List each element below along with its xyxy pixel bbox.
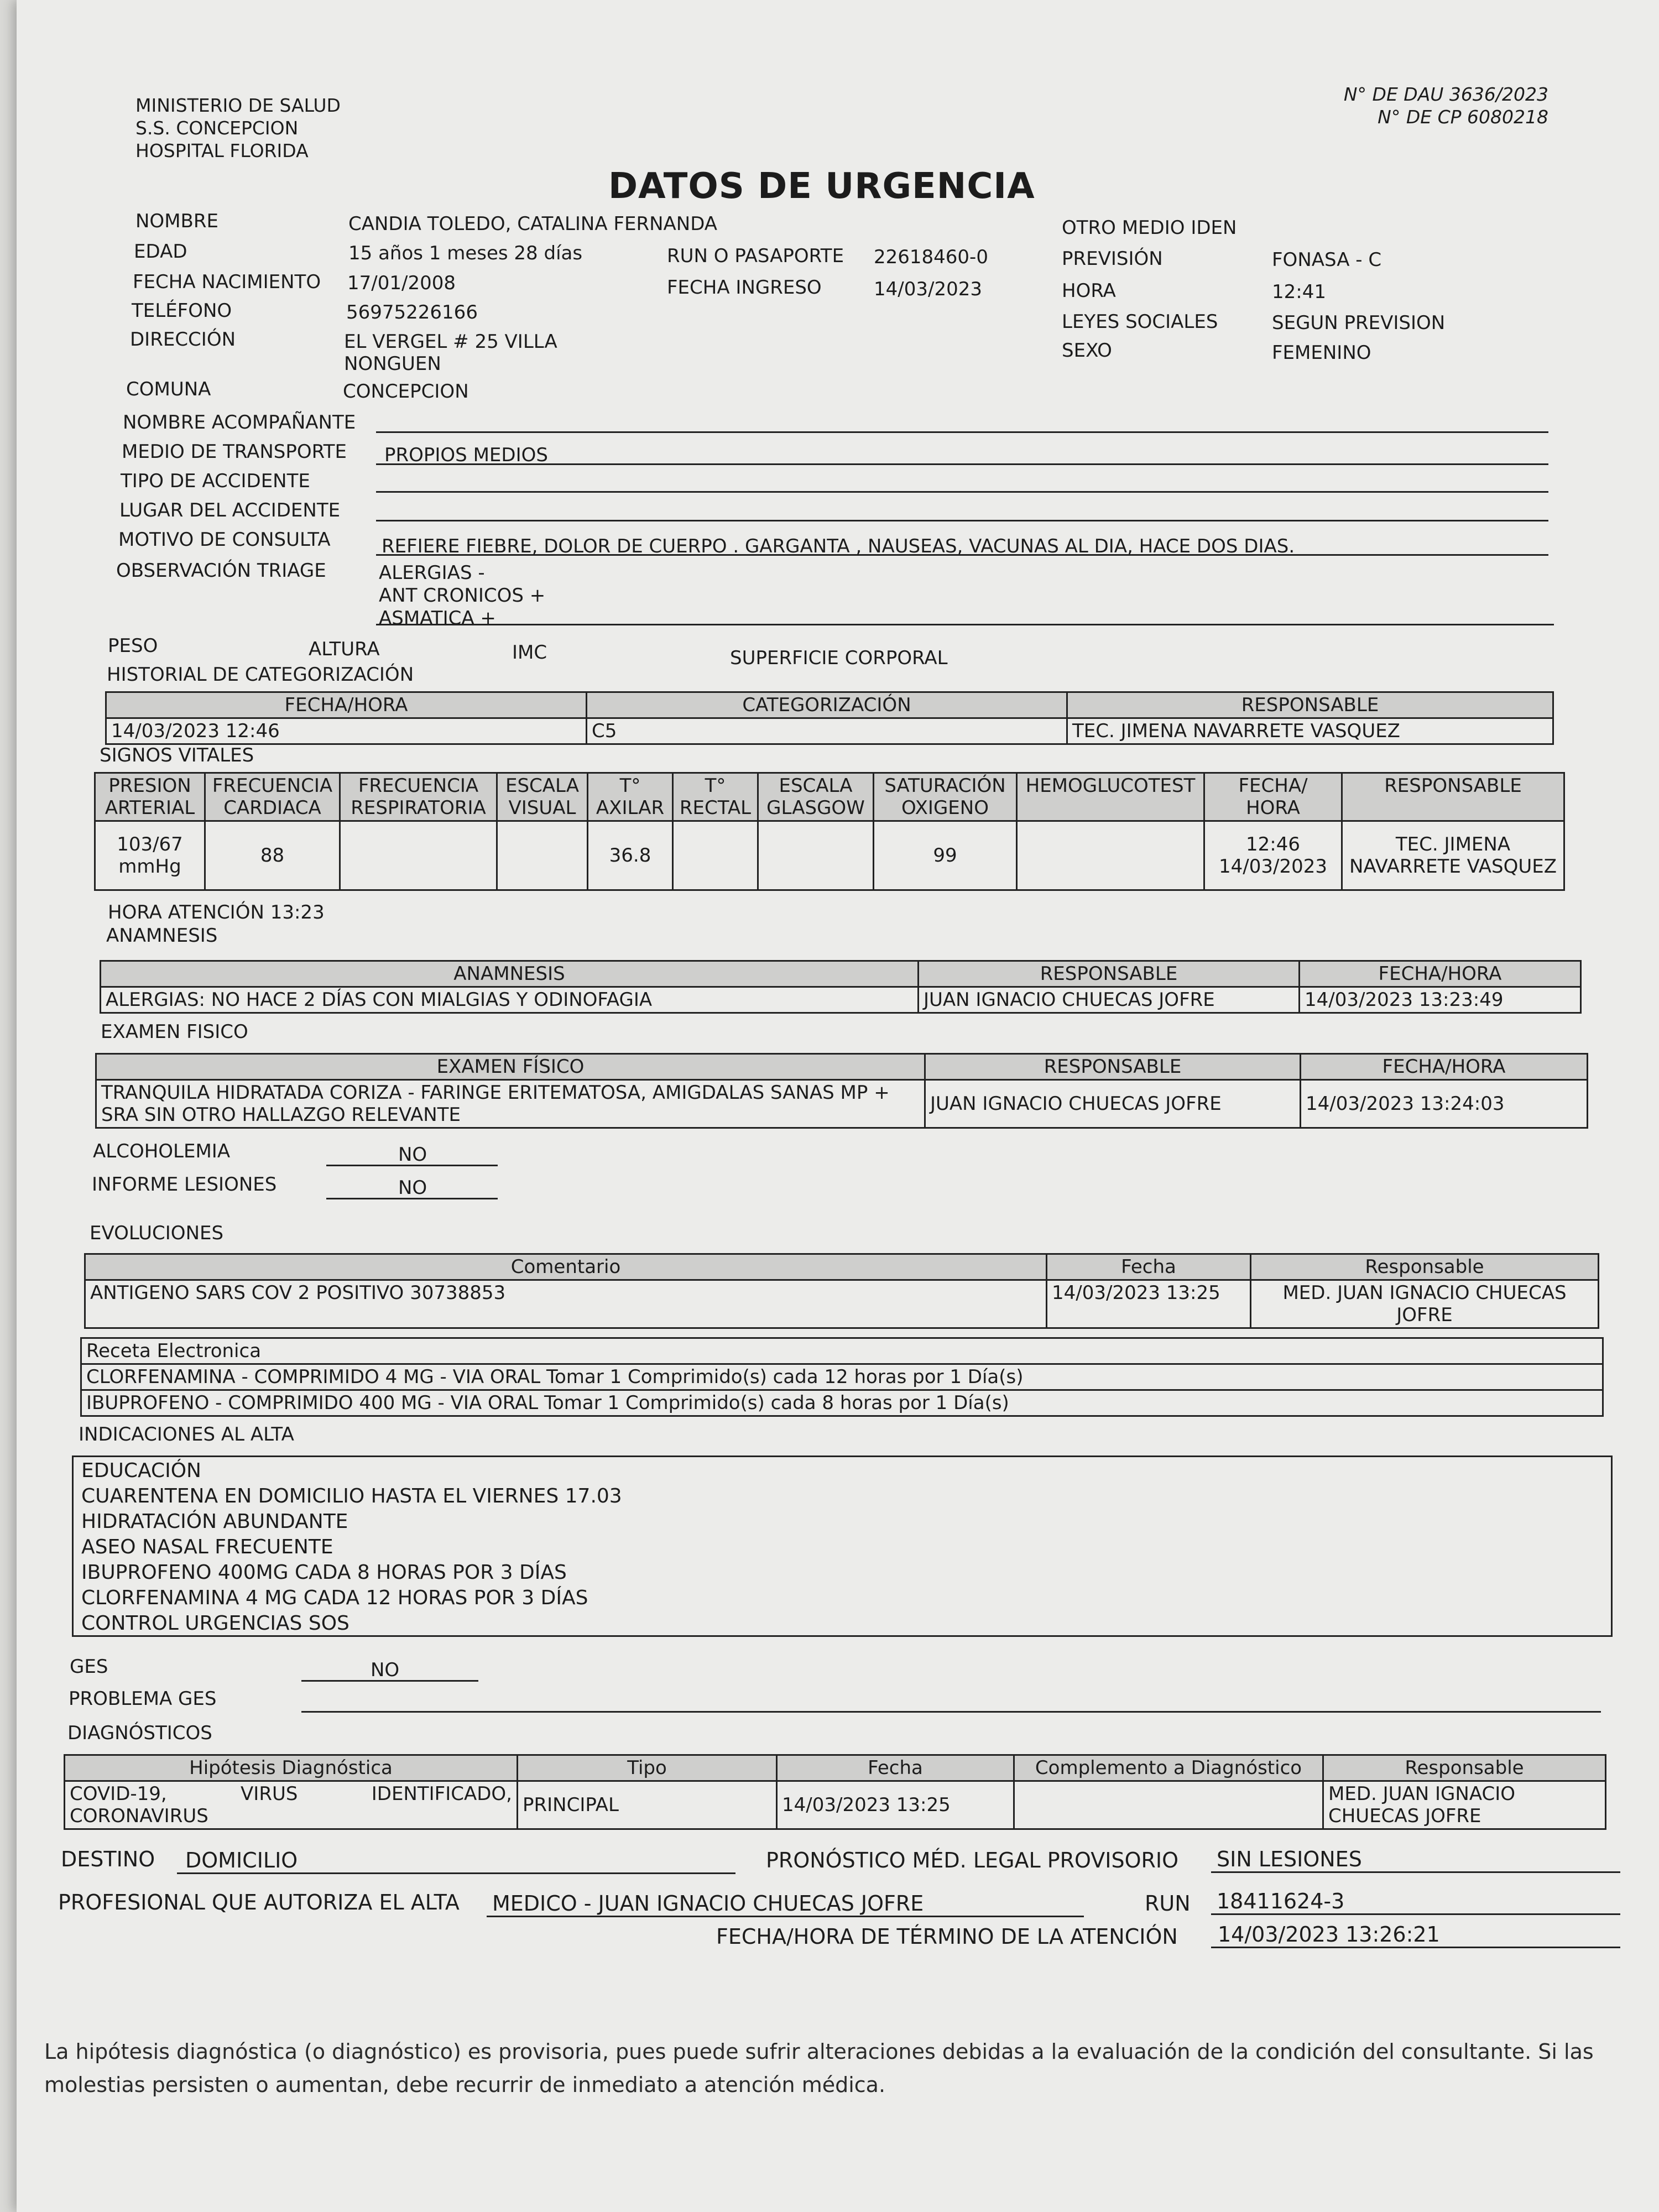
hora-atencion: HORA ATENCIÓN 13:23: [108, 901, 325, 924]
table-row: [95, 821, 1564, 890]
diagnosticos-header-row: [65, 1755, 1606, 1781]
dx-header-complemento: Complemento a Diagnóstico: [1014, 1755, 1323, 1781]
sv-cell-responsable: TEC. JIMENA NAVARRETE VASQUEZ: [1342, 821, 1564, 890]
categorizacion-header-row: [106, 692, 1553, 718]
problema-ges-line: [301, 1711, 1601, 1713]
examen-section-title: EXAMEN FISICO: [101, 1021, 248, 1043]
indicacion-educacion: EDUCACIÓN: [81, 1459, 201, 1482]
sv-header-saturacion: SATURACIÓN OXIGENO: [874, 773, 1017, 821]
acompanante-label: NOMBRE ACOMPAÑANTE: [123, 411, 356, 434]
examen-header-responsable: RESPONSABLE: [925, 1054, 1301, 1080]
table-row: [101, 987, 1581, 1013]
superficie-label: SUPERFICIE CORPORAL: [730, 647, 948, 669]
anamnesis-section-title: ANAMNESIS: [106, 925, 218, 947]
dx-header-responsable: Responsable: [1323, 1755, 1606, 1781]
indicacion-ibuprofeno: IBUPROFENO 400MG CADA 8 HORAS POR 3 DÍAS: [81, 1561, 567, 1584]
evol-cell-fecha: 14/03/2023 13:25: [1047, 1280, 1251, 1328]
edad-label: EDAD: [134, 241, 187, 263]
observacion-line3: ASMATICA +: [379, 607, 496, 629]
telefono-label: TELÉFONO: [132, 300, 232, 322]
ges-label: GES: [70, 1656, 108, 1678]
prevision-label: PREVISIÓN: [1062, 248, 1163, 270]
examen-header-text: EXAMEN FÍSICO: [96, 1054, 925, 1080]
table-row: [96, 1080, 1588, 1128]
pronostico-line: [1211, 1871, 1620, 1873]
comuna-label: COMUNA: [126, 378, 211, 400]
dx-cell-complemento: [1014, 1781, 1323, 1829]
org-line-ss: S.S. CONCEPCION: [135, 117, 299, 139]
sv-cell-glasgow: [758, 821, 874, 890]
motivo-value: REFIERE FIEBRE, DOLOR DE CUERPO . GARGANTA , NAUSEAS, VACUNAS AL DIA, HACE DOS DIAS.: [382, 535, 1295, 557]
anamnesis-cell-text: ALERGIAS: NO HACE 2 DÍAS CON MIALGIAS Y ODINOFAGIA: [101, 987, 919, 1013]
anamnesis-header-responsable: RESPONSABLE: [919, 961, 1300, 987]
run-label: RUN O PASAPORTE: [667, 245, 844, 267]
examen-cell-fecha: 14/03/2023 13:24:03: [1301, 1080, 1588, 1128]
dx-header-tipo: Tipo: [518, 1755, 777, 1781]
evol-header-responsable: Responsable: [1251, 1254, 1599, 1280]
tipo-accidente-line: [376, 491, 1548, 493]
nombre-label: NOMBRE: [135, 210, 218, 232]
alcoholemia-label: ALCOHOLEMIA: [93, 1140, 231, 1162]
sv-header-escala-visual: ESCALA VISUAL: [497, 773, 588, 821]
signos-table: [94, 772, 1565, 891]
lugar-accidente-label: LUGAR DEL ACCIDENTE: [119, 499, 341, 521]
dx-header-hipotesis: Hipótesis Diagnóstica: [65, 1755, 518, 1781]
sv-header-responsable: RESPONSABLE: [1342, 773, 1564, 821]
sv-header-presion: PRESION ARTERIAL: [95, 773, 205, 821]
sv-header-t-axilar: T° AXILAR: [588, 773, 673, 821]
anamnesis-header-fecha: FECHA/HORA: [1300, 961, 1581, 987]
sv-header-fr: FRECUENCIA RESPIRATORIA: [340, 773, 497, 821]
termino-label: FECHA/HORA DE TÉRMINO DE LA ATENCIÓN: [716, 1924, 1178, 1949]
altura-label: ALTURA: [309, 638, 380, 660]
document-numbers: [1344, 83, 1548, 128]
nacimiento-label: FECHA NACIMIENTO: [133, 271, 321, 293]
transporte-label: MEDIO DE TRANSPORTE: [122, 441, 347, 463]
categorizacion-table: [105, 691, 1554, 745]
dx-header-fecha: Fecha: [777, 1755, 1014, 1781]
signos-header-row: [95, 773, 1564, 821]
document-page: [17, 0, 1659, 2212]
org-block: [135, 94, 341, 162]
observacion-line1: ALERGIAS -: [379, 562, 485, 584]
cp-number: N° DE CP 6080218: [1378, 106, 1548, 128]
observacion-value: [379, 562, 545, 630]
anamnesis-cell-fecha: 14/03/2023 13:23:49: [1300, 987, 1581, 1013]
list-item: [81, 1364, 1603, 1390]
leyes-value: SEGUN PREVISION: [1272, 312, 1446, 334]
sexo-label: SEXO: [1062, 340, 1112, 362]
sv-cell-saturacion: 99: [874, 821, 1017, 890]
sv-cell-fc: 88: [205, 821, 340, 890]
receta-table: [80, 1337, 1604, 1417]
evol-header-comentario: Comentario: [85, 1254, 1047, 1280]
sv-header-t-rectal: T° RECTAL: [673, 773, 758, 821]
examen-header-row: [96, 1054, 1588, 1080]
cat-cell-categoria: C5: [587, 718, 1067, 744]
dx-cell-fecha: 14/03/2023 13:25: [777, 1781, 1014, 1829]
anamnesis-header-text: ANAMNESIS: [101, 961, 919, 987]
nacimiento-value: 17/01/2008: [347, 272, 456, 294]
dx-cell-hipotesis: COVID-19, VIRUS IDENTIFICADO, CORONAVIRUS: [65, 1781, 518, 1829]
ingreso-value: 14/03/2023: [874, 278, 982, 300]
sv-header-fc: FRECUENCIA CARDIACA: [205, 773, 340, 821]
lesiones-label: INFORME LESIONES: [92, 1173, 277, 1196]
destino-value: DOMICILIO: [185, 1848, 298, 1872]
profesional-line: [487, 1916, 1084, 1917]
sv-cell-fr: [340, 821, 497, 890]
evoluciones-header-row: [85, 1254, 1599, 1280]
sv-cell-t-axilar: 36.8: [588, 821, 673, 890]
ingreso-label: FECHA INGRESO: [667, 276, 822, 299]
prevision-value: FONASA - C: [1272, 249, 1382, 271]
otro-medio-label: OTRO MEDIO IDEN: [1062, 217, 1237, 239]
anamnesis-table: [100, 960, 1582, 1014]
alcoholemia-line: [326, 1165, 498, 1166]
motivo-line: [376, 554, 1548, 556]
observacion-label: OBSERVACIÓN TRIAGE: [116, 560, 326, 582]
cat-header-categorizacion: CATEGORIZACIÓN: [587, 692, 1067, 718]
dx-cell-tipo: PRINCIPAL: [518, 1781, 777, 1829]
edad-value: 15 años 1 meses 28 días: [348, 242, 583, 264]
anamnesis-cell-responsable: JUAN IGNACIO CHUECAS JOFRE: [919, 987, 1300, 1013]
transporte-line: [376, 463, 1548, 465]
evol-cell-comentario: ANTIGENO SARS COV 2 POSITIVO 30738853: [85, 1280, 1047, 1328]
indicacion-clorfenamina: CLORFENAMINA 4 MG CADA 12 HORAS POR 3 DÍAS: [81, 1587, 588, 1609]
acompanante-line: [376, 431, 1548, 433]
cat-header-fecha: FECHA/HORA: [106, 692, 587, 718]
run-alta-value: 18411624-3: [1217, 1889, 1345, 1913]
tipo-accidente-label: TIPO DE ACCIDENTE: [121, 470, 310, 492]
anamnesis-header-row: [101, 961, 1581, 987]
indicacion-control: CONTROL URGENCIAS SOS: [81, 1612, 349, 1635]
org-line-hospital: HOSPITAL FLORIDA: [135, 140, 309, 161]
evoluciones-table: [84, 1253, 1599, 1329]
observacion-line2: ANT CRONICOS +: [379, 585, 546, 607]
run-alta-line: [1211, 1913, 1620, 1915]
receta-item-clorfenamina: CLORFENAMINA - COMPRIMIDO 4 MG - VIA ORAL Tomar 1 Comprimido(s) cada 12 horas por 1 Día(s): [81, 1364, 1603, 1390]
indicaciones-list: [81, 1458, 622, 1636]
indicaciones-box: [72, 1455, 1613, 1637]
nombre-value: CANDIA TOLEDO, CATALINA FERNANDA: [348, 213, 718, 235]
alcoholemia-value: NO: [398, 1144, 427, 1166]
termino-value: 14/03/2023 13:26:21: [1218, 1922, 1440, 1947]
evoluciones-section-title: EVOLUCIONES: [90, 1222, 224, 1244]
examen-cell-responsable: JUAN IGNACIO CHUECAS JOFRE: [925, 1080, 1301, 1128]
table-row: [106, 718, 1553, 744]
lugar-accidente-line: [376, 520, 1548, 521]
indicacion-cuarentena: CUARENTENA EN DOMICILIO HASTA EL VIERNES 17.03: [81, 1485, 622, 1507]
motivo-label: MOTIVO DE CONSULTA: [118, 529, 331, 551]
evol-header-fecha: Fecha: [1047, 1254, 1251, 1280]
direccion-value: [344, 331, 557, 375]
indicacion-hidratacion: HIDRATACIÓN ABUNDANTE: [81, 1510, 348, 1533]
observacion-line: [376, 624, 1554, 625]
receta-title-row: [81, 1338, 1603, 1364]
comuna-value: CONCEPCION: [343, 380, 469, 403]
pronostico-label: PRONÓSTICO MÉD. LEGAL PROVISORIO: [766, 1848, 1179, 1872]
destino-label: DESTINO: [61, 1847, 155, 1871]
pronostico-value: SIN LESIONES: [1217, 1847, 1362, 1871]
run-alta-label: RUN: [1145, 1891, 1191, 1916]
ges-value: NO: [371, 1659, 400, 1681]
problema-ges-label: PROBLEMA GES: [69, 1688, 217, 1710]
disclaimer-note: La hipótesis diagnóstica (o diagnóstico) es provisoria, pues puede sufrir alteraciones debidas a la evaluación de la condición del consultante. Si las molestias persisten o aumentan, debe recurrir de inmediato a atención médica.: [44, 2039, 1594, 2097]
sv-cell-presion: 103/67 mmHg: [95, 821, 205, 890]
imc-label: IMC: [512, 641, 547, 664]
cat-cell-responsable: TEC. JIMENA NAVARRETE VASQUEZ: [1067, 718, 1553, 744]
examen-header-fecha: FECHA/HORA: [1301, 1054, 1588, 1080]
leyes-label: LEYES SOCIALES: [1062, 311, 1218, 333]
table-row: [65, 1781, 1606, 1829]
profesional-label: PROFESIONAL QUE AUTORIZA EL ALTA: [58, 1890, 460, 1914]
telefono-value: 56975226166: [346, 301, 478, 324]
indicacion-aseo-nasal: ASEO NASAL FRECUENTE: [81, 1536, 333, 1558]
receta-item-ibuprofeno: IBUPROFENO - COMPRIMIDO 400 MG - VIA ORAL Tomar 1 Comprimido(s) cada 8 horas por 1 Día(s): [81, 1390, 1603, 1416]
sv-header-fecha-hora: FECHA/ HORA: [1204, 773, 1342, 821]
lesiones-line: [326, 1198, 498, 1199]
lesiones-value: NO: [398, 1177, 427, 1199]
destino-line: [177, 1872, 735, 1874]
dx-cell-responsable: MED. JUAN IGNACIO CHUECAS JOFRE: [1323, 1781, 1606, 1829]
sv-header-glasgow: ESCALA GLASGOW: [758, 773, 874, 821]
sv-cell-t-rectal: [673, 821, 758, 890]
examen-cell-text: TRANQUILA HIDRATADA CORIZA - FARINGE ERITEMATOSA, AMIGDALAS SANAS MP + SRA SIN OTRO HALLAZGO RELEVANTE: [96, 1080, 925, 1128]
indicaciones-section-title: INDICACIONES AL ALTA: [79, 1423, 294, 1446]
sv-cell-escala-visual: [497, 821, 588, 890]
profesional-value: MEDICO - JUAN IGNACIO CHUECAS JOFRE: [492, 1891, 924, 1916]
run-value: 22618460-0: [874, 246, 988, 268]
cat-cell-fecha: 14/03/2023 12:46: [106, 718, 587, 744]
list-item: [81, 1390, 1603, 1416]
cat-header-responsable: RESPONSABLE: [1067, 692, 1553, 718]
examen-table: [95, 1053, 1588, 1129]
sv-cell-fecha-hora: 12:46 14/03/2023: [1204, 821, 1342, 890]
categorizacion-section-title: HISTORIAL DE CATEGORIZACIÓN: [107, 664, 414, 686]
direccion-line2: NONGUEN: [344, 353, 441, 375]
direccion-label: DIRECCIÓN: [130, 328, 236, 351]
sv-cell-hemoglucotest: [1017, 821, 1204, 890]
termino-line: [1211, 1947, 1620, 1948]
transporte-value: PROPIOS MEDIOS: [384, 444, 548, 466]
org-line-ministerio: MINISTERIO DE SALUD: [135, 95, 341, 116]
diagnosticos-section-title: DIAGNÓSTICOS: [67, 1722, 212, 1744]
signos-section-title: SIGNOS VITALES: [100, 744, 254, 766]
ges-line: [301, 1680, 478, 1682]
sexo-value: FEMENINO: [1272, 342, 1371, 364]
hora-label: HORA: [1062, 280, 1116, 302]
hora-value: 12:41: [1272, 281, 1326, 303]
peso-label: PESO: [108, 635, 158, 657]
dau-number: N° DE DAU 3636/2023: [1343, 84, 1548, 105]
direccion-line1: EL VERGEL # 25 VILLA: [344, 331, 557, 353]
evol-cell-responsable: MED. JUAN IGNACIO CHUECAS JOFRE: [1251, 1280, 1599, 1328]
diagnosticos-table: [64, 1754, 1606, 1830]
table-row: [85, 1280, 1599, 1328]
page-title: DATOS DE URGENCIA: [608, 166, 1035, 207]
receta-title: Receta Electronica: [81, 1338, 1603, 1364]
sv-header-hemoglucotest: HEMOGLUCOTEST: [1017, 773, 1204, 821]
